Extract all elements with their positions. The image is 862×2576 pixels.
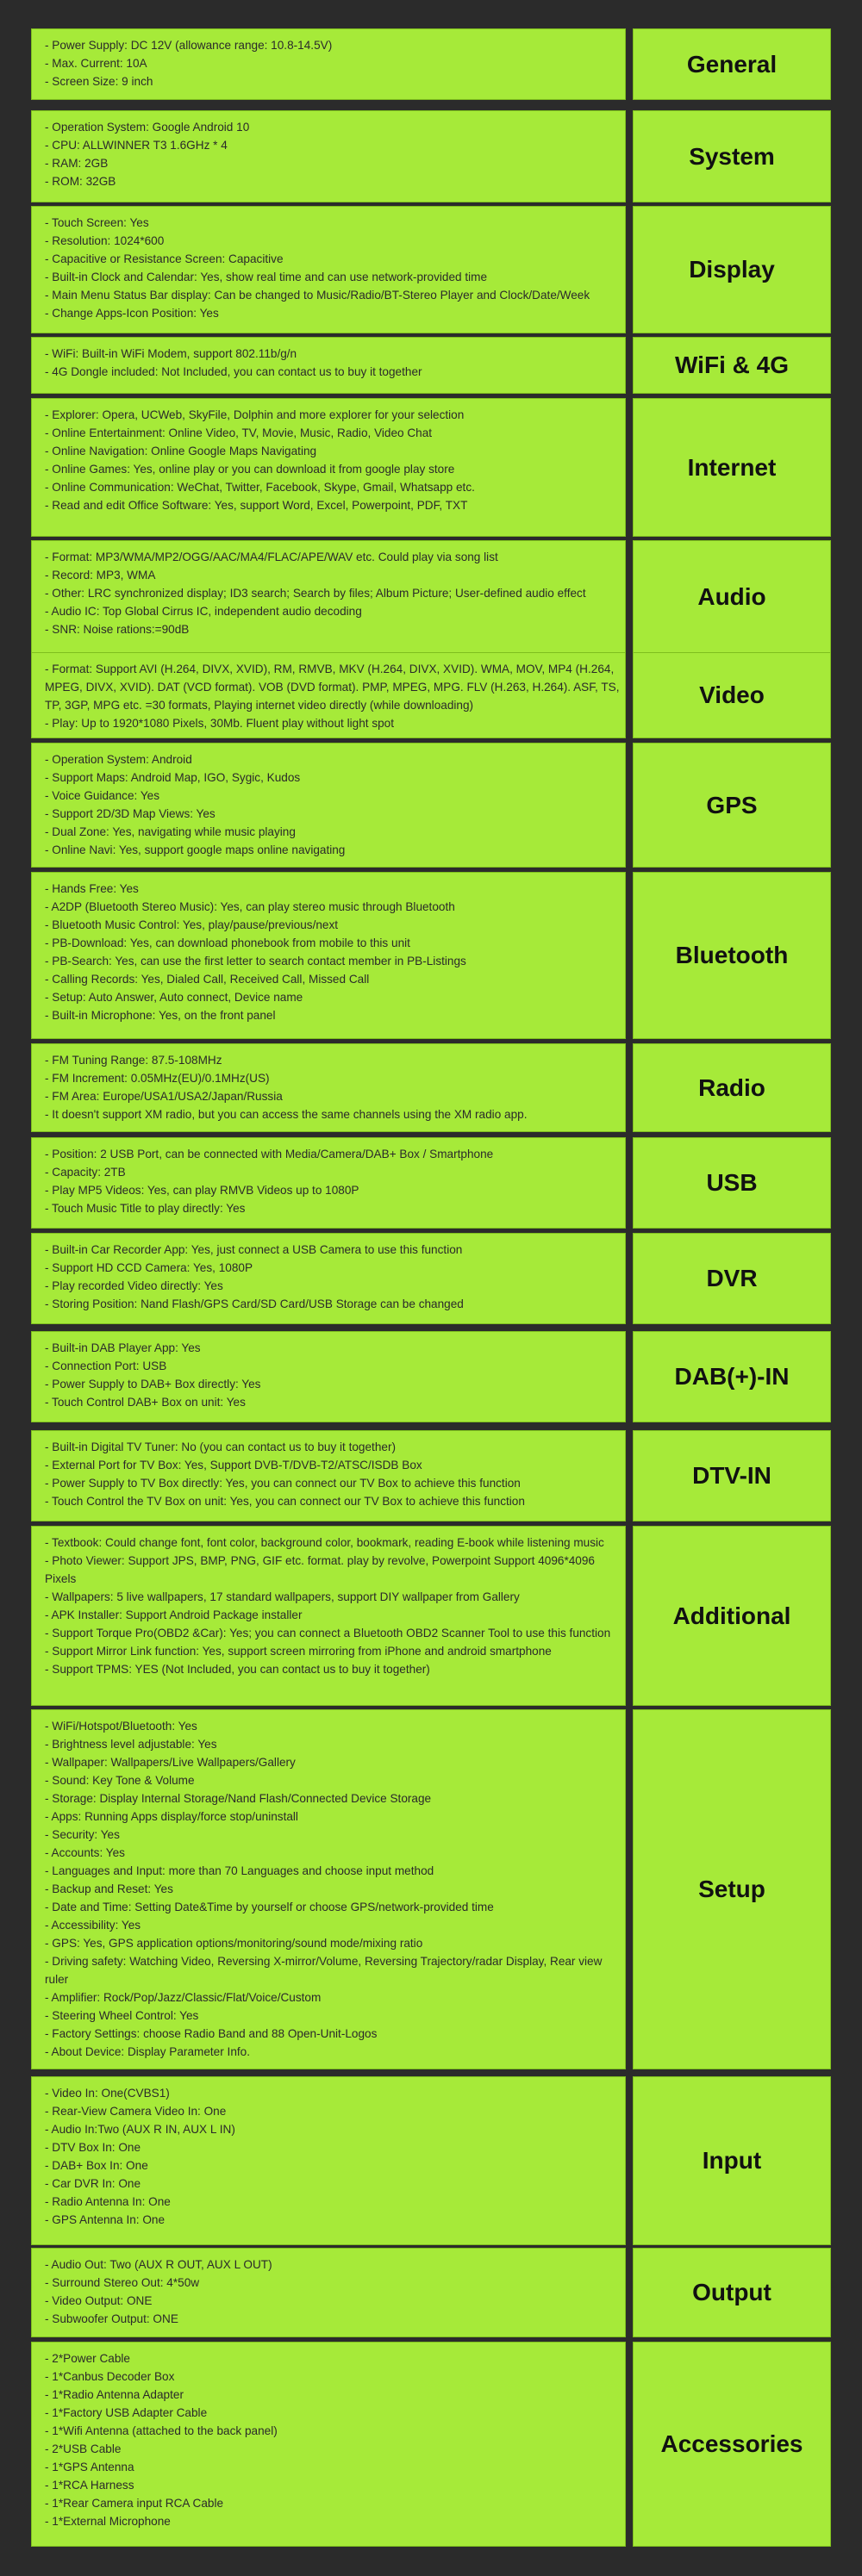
spec-line: - 1*Rear Camera input RCA Cable	[45, 2497, 224, 2510]
spec-category-title: DTV-IN	[692, 1462, 771, 1489]
spec-details	[31, 1233, 626, 1324]
spec-category	[633, 540, 831, 653]
spec-line: - Built-in Clock and Calendar: Yes, show real time and can use network-provided time	[45, 271, 488, 283]
spec-category-title: WiFi & 4G	[675, 352, 789, 378]
spec-line: - Wallpaper: Wallpapers/Live Wallpapers/Gallery	[45, 1756, 296, 1769]
spec-line: - Support Maps: Android Map, IGO, Sygic, Kudos	[45, 771, 301, 784]
spec-line: - Touch Music Title to play directly: Yes	[45, 1202, 246, 1215]
spec-line: - Online Communication: WeChat, Twitter, Facebook, Skype, Gmail, Whatsapp etc.	[45, 481, 475, 494]
spec-line: - Support TPMS: YES (Not Included, you can contact us to buy it together)	[45, 1663, 430, 1676]
spec-line: - Built-in Microphone: Yes, on the front panel	[45, 1009, 276, 1022]
spec-category	[633, 743, 831, 868]
spec-category	[633, 652, 831, 738]
spec-line: - Dual Zone: Yes, navigating while music playing	[45, 825, 296, 838]
spec-row-dtv-in	[31, 1430, 831, 1521]
spec-category-title: System	[689, 142, 775, 170]
spec-line: - Record: MP3, WMA	[45, 569, 156, 582]
spec-line: - Hands Free: Yes	[45, 882, 139, 895]
spec-line: - Operation System: Google Android 10	[45, 121, 250, 134]
spec-category	[633, 28, 831, 100]
spec-line: - Support Torque Pro(OBD2 &Car): Yes; you can connect a Bluetooth OBD2 Scanner Tool to use this function	[45, 1627, 611, 1640]
spec-line: - Factory Settings: choose Radio Band and 88 Open-Unit-Logos	[45, 2027, 378, 2040]
spec-line: - Connection Port: USB	[45, 1360, 167, 1372]
spec-line: - A2DP (Bluetooth Stereo Music): Yes, can play stereo music through Bluetooth	[45, 900, 455, 913]
spec-details	[31, 1430, 626, 1521]
spec-line: - WiFi: Built-in WiFi Modem, support 802.11b/g/n	[45, 347, 297, 360]
spec-line: - Textbook: Could change font, font color, background color, bookmark, reading E-book while listening music	[45, 1536, 604, 1549]
spec-line: - Video In: One(CVBS1)	[45, 2087, 170, 2100]
spec-line: - 1*Factory USB Adapter Cable	[45, 2406, 208, 2419]
spec-line: - Steering Wheel Control: Yes	[45, 2009, 199, 2022]
spec-details	[31, 110, 626, 202]
spec-line: - 1*Canbus Decoder Box	[45, 2370, 175, 2383]
spec-category-title: DAB(+)-IN	[674, 1363, 790, 1390]
spec-line: - Sound: Key Tone & Volume	[45, 1774, 195, 1787]
spec-details	[31, 2342, 626, 2547]
spec-details	[31, 1709, 626, 2069]
spec-line: - Touch Control the TV Box on unit: Yes, you can connect our TV Box to achieve this function	[45, 1495, 525, 1508]
spec-row-gps	[31, 743, 831, 868]
spec-line: - Amplifier: Rock/Pop/Jazz/Classic/Flat/Voice/Custom	[45, 1991, 322, 2004]
spec-row-bluetooth	[31, 872, 831, 1039]
spec-line: - Accessibility: Yes	[45, 1919, 141, 1932]
spec-line: - SNR: Noise rations:=90dB	[45, 623, 190, 636]
spec-row-usb	[31, 1137, 831, 1229]
spec-details	[31, 206, 626, 333]
spec-line: - RAM: 2GB	[45, 157, 109, 170]
spec-line: - 4G Dongle included: Not Included, you can contact us to buy it together	[45, 365, 422, 378]
spec-line: - Rear-View Camera Video In: One	[45, 2105, 227, 2118]
spec-line: - Built-in DAB Player App: Yes	[45, 1341, 201, 1354]
spec-details	[31, 1526, 626, 1706]
spec-line: - Position: 2 USB Port, can be connected with Media/Camera/DAB+ Box / Smartphone	[45, 1148, 494, 1160]
spec-line: - Power Supply to TV Box directly: Yes, you can connect our TV Box to achieve this function	[45, 1477, 521, 1490]
spec-line: - Format: MP3/WMA/MP2/OGG/AAC/MA4/FLAC/APE/WAV etc. Could play via song list	[45, 551, 498, 563]
spec-line: - Accounts: Yes	[45, 1846, 125, 1859]
spec-details	[31, 1137, 626, 1229]
spec-line: - Capacitive or Resistance Screen: Capacitive	[45, 252, 284, 265]
spec-line: - Security: Yes	[45, 1828, 120, 1841]
spec-details	[31, 1043, 626, 1132]
spec-line: - 1*External Microphone	[45, 2515, 171, 2528]
spec-row-output	[31, 2248, 831, 2337]
spec-line: - Calling Records: Yes, Dialed Call, Received Call, Missed Call	[45, 973, 370, 986]
spec-details	[31, 743, 626, 868]
spec-category	[633, 337, 831, 394]
spec-line: - Built-in Car Recorder App: Yes, just connect a USB Camera to use this function	[45, 1243, 463, 1256]
spec-category	[633, 872, 831, 1039]
spec-category	[633, 2248, 831, 2337]
spec-line: - Storage: Display Internal Storage/Nand Flash/Connected Device Storage	[45, 1792, 432, 1805]
spec-line: - Read and edit Office Software: Yes, support Word, Excel, Powerpoint, PDF, TXT	[45, 499, 468, 512]
spec-row-display	[31, 206, 831, 333]
spec-line: - Format: Support AVI (H.264, DIVX, XVID), RM, RMVB, MKV (H.264, DIVX, XVID). WMA, MOV, MP4 (H.264, MPEG, DIVX, XVID). DAT (VCD format). VOB (DVD format). PMP, MPEG, MPG. FLV (H.263, H.264). ASF, TS, TP, 3GP, MPG etc. =30 formats, Playing internet video directly (while downloading)	[45, 663, 620, 712]
spec-line: - Max. Current: 10A	[45, 57, 147, 70]
spec-category-title: Output	[692, 2279, 771, 2305]
spec-details	[31, 337, 626, 394]
spec-row-wifi-4g	[31, 337, 831, 394]
spec-category-title: Video	[699, 681, 765, 708]
spec-line: - Video Output: ONE	[45, 2294, 153, 2307]
spec-category	[633, 1233, 831, 1324]
spec-row-accessories	[31, 2342, 831, 2547]
spec-details	[31, 652, 626, 738]
spec-line: - About Device: Display Parameter Info.	[45, 2045, 250, 2058]
spec-row-general	[31, 28, 831, 100]
spec-line: - Audio Out: Two (AUX R OUT, AUX L OUT)	[45, 2258, 272, 2271]
spec-line: - Brightness level adjustable: Yes	[45, 1738, 217, 1751]
spec-line: - PB-Download: Yes, can download phonebook from mobile to this unit	[45, 936, 410, 949]
spec-category-title: Audio	[697, 582, 766, 610]
spec-line: - Power Supply: DC 12V (allowance range: 10.8-14.5V)	[45, 39, 333, 52]
spec-line: - Change Apps-Icon Position: Yes	[45, 307, 219, 320]
spec-details	[31, 1331, 626, 1422]
spec-line: - Online Games: Yes, online play or you can download it from google play store	[45, 463, 455, 476]
spec-row-system	[31, 110, 831, 202]
spec-line: - DAB+ Box In: One	[45, 2159, 148, 2172]
spec-line: - Other: LRC synchronized display; ID3 search; Search by files; Album Picture; User-defined audio effect	[45, 587, 586, 600]
spec-line: - Wallpapers: 5 live wallpapers, 17 standard wallpapers, support DIY wallpaper from Gallery	[45, 1590, 520, 1603]
spec-line: - 1*Wifi Antenna (attached to the back panel)	[45, 2424, 278, 2437]
spec-line: - Audio IC: Top Global Cirrus IC, independent audio decoding	[45, 605, 362, 618]
spec-line: - GPS: Yes, GPS application options/monitoring/sound mode/mixing ratio	[45, 1937, 423, 1950]
spec-row-setup	[31, 1709, 831, 2069]
spec-category-title: Bluetooth	[675, 942, 789, 968]
spec-line: - FM Increment: 0.05MHz(EU)/0.1MHz(US)	[45, 1072, 270, 1085]
spec-line: - Date and Time: Setting Date&Time by yourself or choose GPS/network-provided time	[45, 1901, 494, 1913]
spec-line: - 2*USB Cable	[45, 2442, 122, 2455]
spec-line: - Backup and Reset: Yes	[45, 1882, 173, 1895]
spec-row-radio	[31, 1043, 831, 1132]
spec-line: - WiFi/Hotspot/Bluetooth: Yes	[45, 1720, 197, 1733]
spec-category-title: Setup	[698, 1876, 765, 1902]
spec-line: - It doesn't support XM radio, but you can access the same channels using the XM radio app.	[45, 1108, 528, 1121]
spec-category-title: USB	[706, 1169, 758, 1196]
spec-line: - Built-in Digital TV Tuner: No (you can contact us to buy it together)	[45, 1440, 396, 1453]
spec-line: - Play recorded Video directly: Yes	[45, 1279, 223, 1292]
spec-line: - Subwoofer Output: ONE	[45, 2312, 178, 2325]
spec-line: - CPU: ALLWINNER T3 1.6GHz * 4	[45, 139, 228, 152]
spec-line: - Main Menu Status Bar display: Can be changed to Music/Radio/BT-Stereo Player and Clock/Date/Week	[45, 289, 590, 302]
spec-line: - Power Supply to DAB+ Box directly: Yes	[45, 1378, 261, 1391]
spec-category	[633, 398, 831, 537]
spec-category	[633, 2342, 831, 2547]
spec-row-dvr	[31, 1233, 831, 1324]
spec-line: - FM Area: Europe/USA1/USA2/Japan/Russia	[45, 1090, 283, 1103]
spec-category-title: GPS	[706, 791, 758, 818]
spec-line: - 1*Radio Antenna Adapter	[45, 2388, 184, 2401]
spec-category-title: Radio	[698, 1073, 765, 1101]
spec-row-internet	[31, 398, 831, 537]
spec-category-title: General	[686, 50, 778, 78]
spec-line: - Online Navi: Yes, support google maps online navigating	[45, 843, 346, 856]
spec-line: - Photo Viewer: Support JPS, BMP, PNG, GIF etc. format. play by revolve, Powerpoint Support 4096*4096 Pixels	[45, 1554, 595, 1585]
spec-details	[31, 2248, 626, 2337]
spec-line: - 2*Power Cable	[45, 2352, 130, 2365]
spec-line: - GPS Antenna In: One	[45, 2213, 166, 2226]
spec-line: - Online Entertainment: Online Video, TV, Movie, Music, Radio, Video Chat	[45, 426, 433, 439]
spec-line: - External Port for TV Box: Yes, Support DVB-T/DVB-T2/ATSC/ISDB Box	[45, 1459, 422, 1472]
spec-line: - Touch Control DAB+ Box on unit: Yes	[45, 1396, 246, 1409]
spec-category	[633, 206, 831, 333]
spec-category	[633, 1137, 831, 1229]
spec-line: - Play: Up to 1920*1080 Pixels, 30Mb. Fluent play without light spot	[45, 717, 395, 730]
spec-line: - Operation System: Android	[45, 753, 192, 766]
spec-details	[31, 540, 626, 653]
spec-line: - ROM: 32GB	[45, 175, 116, 188]
spec-category	[633, 1043, 831, 1132]
spec-line: - PB-Search: Yes, can use the first letter to search contact member in PB-Listings	[45, 955, 466, 968]
spec-category-title: Internet	[687, 453, 777, 481]
spec-line: - Surround Stereo Out: 4*50w	[45, 2276, 200, 2289]
spec-line: - Support Mirror Link function: Yes, support screen mirroring from iPhone and android smartphone	[45, 1645, 552, 1658]
spec-category	[633, 1709, 831, 2069]
spec-line: - Online Navigation: Online Google Maps Navigating	[45, 445, 317, 457]
spec-line: - Bluetooth Music Control: Yes, play/pause/previous/next	[45, 918, 339, 931]
spec-category	[633, 2076, 831, 2245]
spec-line: - FM Tuning Range: 87.5-108MHz	[45, 1054, 222, 1067]
spec-details	[31, 2076, 626, 2245]
spec-line: - Voice Guidance: Yes	[45, 789, 160, 802]
spec-line: - Storing Position: Nand Flash/GPS Card/SD Card/USB Storage can be changed	[45, 1297, 464, 1310]
spec-line: - Radio Antenna In: One	[45, 2195, 171, 2208]
spec-category-title: DVR	[706, 1265, 758, 1291]
spec-line: - Support 2D/3D Map Views: Yes	[45, 807, 216, 820]
spec-line: - Apps: Running Apps display/force stop/uninstall	[45, 1810, 298, 1823]
spec-details	[31, 28, 626, 100]
spec-details	[31, 872, 626, 1039]
spec-category-title: Accessories	[660, 2430, 803, 2457]
spec-line: - APK Installer: Support Android Package installer	[45, 1608, 303, 1621]
spec-category-title: Additional	[672, 1602, 791, 1629]
spec-line: - Setup: Auto Answer, Auto connect, Device name	[45, 991, 303, 1004]
spec-line: - 1*GPS Antenna	[45, 2461, 134, 2473]
spec-row-audio	[31, 540, 831, 653]
spec-line: - Touch Screen: Yes	[45, 216, 149, 229]
spec-category	[633, 1526, 831, 1706]
spec-line: - Car DVR In: One	[45, 2177, 141, 2190]
spec-row-video	[31, 652, 831, 738]
spec-category	[633, 1430, 831, 1521]
spec-line: - Languages and Input: more than 70 Languages and choose input method	[45, 1864, 434, 1877]
spec-category-title: Display	[689, 256, 775, 283]
spec-line: - Support HD CCD Camera: Yes, 1080P	[45, 1261, 253, 1274]
spec-category-title: Input	[702, 2147, 762, 2174]
spec-line: - DTV Box In: One	[45, 2141, 141, 2154]
spec-line: - Screen Size: 9 inch	[45, 75, 153, 88]
spec-row-dab-in	[31, 1331, 831, 1422]
spec-line: - Driving safety: Watching Video, Reversing X-mirror/Volume, Reversing Trajectory/radar Display, Rear view ruler	[45, 1955, 603, 1986]
spec-line: - Explorer: Opera, UCWeb, SkyFile, Dolphin and more explorer for your selection	[45, 408, 465, 421]
spec-row-additional	[31, 1526, 831, 1706]
spec-category	[633, 1331, 831, 1422]
spec-line: - Resolution: 1024*600	[45, 234, 165, 247]
spec-line: - Play MP5 Videos: Yes, can play RMVB Videos up to 1080P	[45, 1184, 359, 1197]
spec-category	[633, 110, 831, 202]
spec-line: - Capacity: 2TB	[45, 1166, 126, 1179]
spec-line: - Audio In:Two (AUX R IN, AUX L IN)	[45, 2123, 235, 2136]
spec-line: - 1*RCA Harness	[45, 2479, 134, 2492]
spec-row-input	[31, 2076, 831, 2245]
spec-details	[31, 398, 626, 537]
